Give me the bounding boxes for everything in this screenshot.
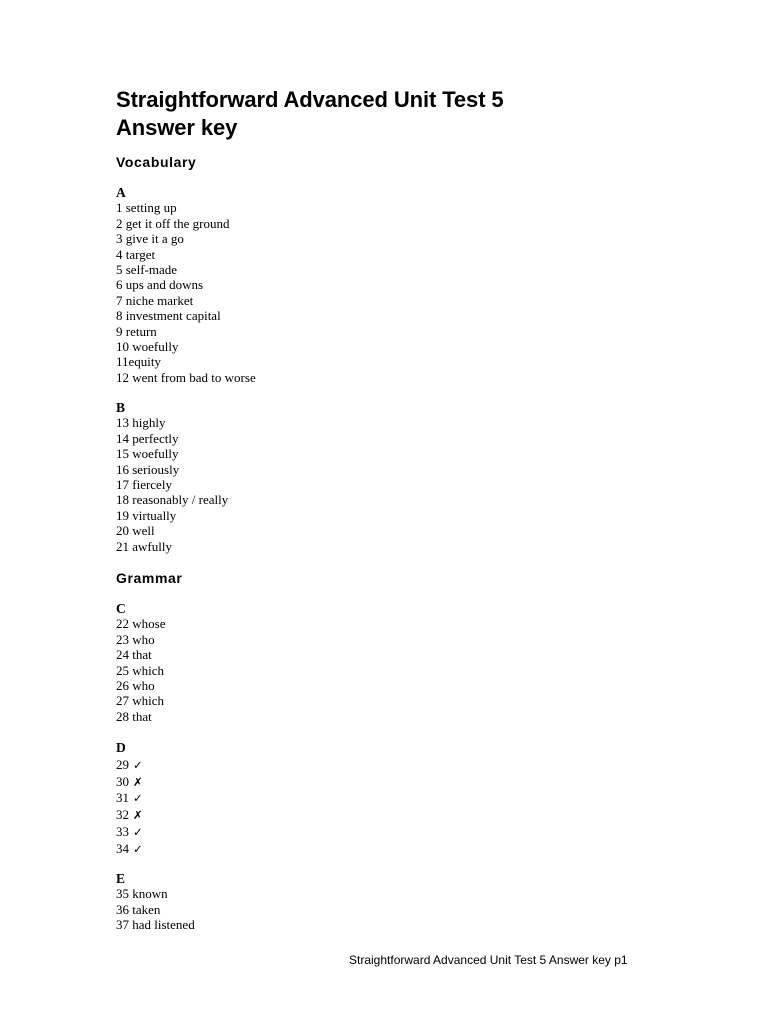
answer-item: 22 whose: [116, 616, 166, 632]
check-mark-icon: ✓: [133, 791, 143, 806]
answer-item: 26 who: [116, 678, 155, 694]
answer-item: 13 highly: [116, 415, 166, 431]
answer-number: 29: [116, 756, 129, 772]
answer-item: 15 woefully: [116, 446, 179, 462]
answer-item: 4 target: [116, 246, 156, 262]
answer-item: 25 which: [116, 662, 165, 678]
answer-number: 30: [116, 773, 129, 789]
answer-item: 28 that: [116, 708, 152, 724]
answer-item: 23 who: [116, 631, 155, 647]
page-title-line-1: Straightforward Advanced Unit Test 5: [116, 87, 504, 112]
answer-item: [116, 841, 143, 858]
answer-item: 14 perfectly: [116, 430, 179, 446]
answer-item: 16 seriously: [116, 461, 180, 477]
page-title-line-2: Answer key: [116, 115, 238, 140]
answer-number: 34: [116, 840, 129, 856]
answer-item: 24 that: [116, 647, 152, 663]
answer-item: 5 self-made: [116, 262, 178, 278]
cross-mark-icon: ✗: [133, 774, 143, 789]
answer-item: 27 which: [116, 693, 165, 709]
part-e: [116, 871, 195, 933]
answer-item: 21 awfully: [116, 538, 172, 554]
page-title: [116, 86, 504, 142]
page-footer: Straightforward Advanced Unit Test 5 Answer key p1: [349, 953, 628, 967]
part-letter: D: [116, 740, 126, 755]
answer-item: 36 taken: [116, 901, 161, 917]
answer-item: 3 give it a go: [116, 231, 184, 247]
answer-item: 1 setting up: [116, 200, 177, 216]
answer-item: 20 well: [116, 523, 155, 539]
answer-item: 18 reasonably / really: [116, 492, 229, 508]
answer-item: [116, 807, 143, 824]
answer-item: [116, 790, 143, 807]
answer-item: 17 fiercely: [116, 477, 172, 493]
answer-item: 7 niche market: [116, 292, 194, 308]
answer-item: 6 ups and downs: [116, 277, 204, 293]
part-letter: E: [116, 871, 126, 886]
answer-item: [116, 824, 143, 841]
part-d: [116, 740, 143, 858]
answer-number: 33: [116, 823, 129, 839]
section-heading-grammar: Grammar: [116, 570, 183, 586]
part-letter: A: [116, 185, 126, 200]
part-c: [116, 601, 165, 724]
part-letter: B: [116, 400, 126, 415]
check-mark-icon: ✓: [133, 841, 143, 856]
answer-item: [116, 757, 143, 774]
answer-number: 31: [116, 790, 129, 806]
answer-item: 19 virtually: [116, 507, 177, 523]
answer-item: 35 known: [116, 886, 168, 902]
cross-mark-icon: ✗: [133, 808, 143, 823]
part-a: [116, 185, 256, 385]
answer-item: 12 went from bad to worse: [116, 369, 256, 385]
part-b: [116, 400, 228, 554]
answer-item: 2 get it off the ground: [116, 215, 230, 231]
check-mark-icon: ✓: [133, 824, 143, 839]
answer-item: 37 had listened: [116, 917, 195, 933]
answer-number: 32: [116, 807, 129, 823]
answer-item: 8 investment capital: [116, 308, 221, 324]
answer-item: 9 return: [116, 323, 157, 339]
check-mark-icon: ✓: [133, 757, 143, 772]
answer-item: 11equity: [116, 354, 162, 370]
answer-item: [116, 774, 143, 791]
answer-item: 10 woefully: [116, 339, 179, 355]
section-heading-vocabulary: Vocabulary: [116, 154, 197, 170]
part-letter: C: [116, 601, 126, 616]
